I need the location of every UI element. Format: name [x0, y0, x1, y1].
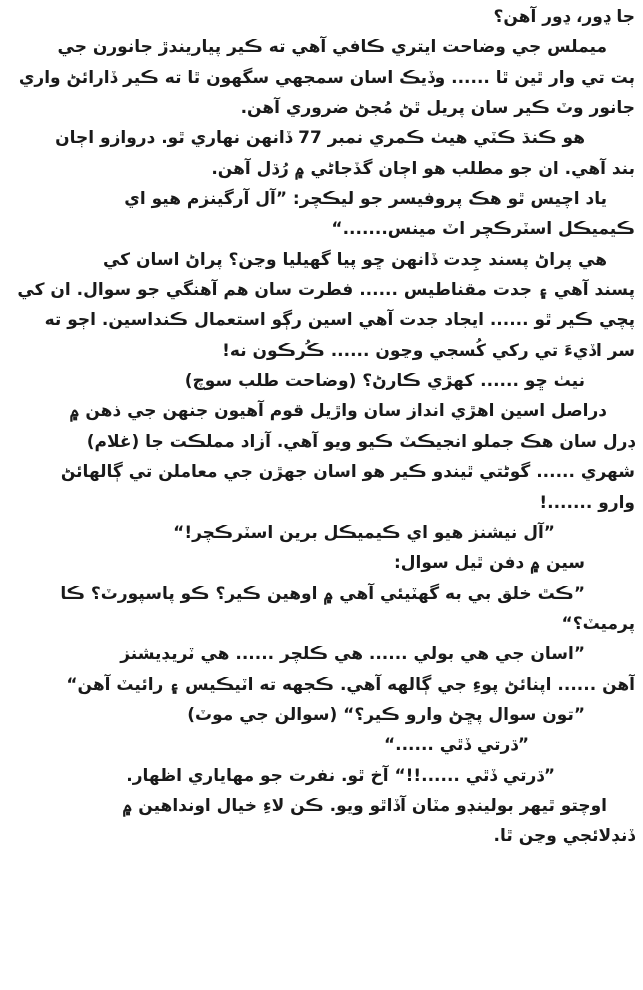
- text-line: ”ڌرتي ڏٿي ......“: [383, 735, 529, 756]
- text-line: ڊرل سان هڪ جملو انجيڪٽ ڪيو ويو آهي. آزاد مملڪت جا (غلام): [86, 431, 635, 452]
- text-line: ”تون سوال پڇڻ وارو ڪير؟“ (سوالن جي موٽ): [187, 704, 585, 725]
- text-line: ”ڌرتي ڏٿي ......!!“ آخ ٿو. نفرت جو مهاياري اظهار.: [126, 765, 555, 786]
- text-line: ٻت تي وار ٿين ٿا ...... وڏيڪ اسان سمجهي سگهون ٿا ته ڪير ڏارائڻ واري: [18, 67, 635, 88]
- text-line: ”ڪٿ خلق بي به گهٽيئي آهي ۾ اوهين ڪير؟ ڪو پاسپورٽ؟ ڪا: [60, 583, 585, 604]
- text-line: ياد اچيس ٿو هڪ پروفيسر جو ليڪچر: ”آل آرگينزم هيو اي: [124, 189, 607, 210]
- text-line: ميملس جي وضاحت ايتري ڪافي آهي ته ڪير پياريندڙ جانورن جي: [57, 37, 607, 58]
- text-line: وارو .......!: [539, 492, 635, 513]
- text-line: جا ڍور، ڍور آهن؟: [493, 7, 635, 27]
- text-line: جانور وٽ ڪير سان پريل ٿڻ مُجڻ ضروري آهن.: [240, 98, 635, 119]
- text-line: شهري ...... گوڻتي ٿيندو ڪير هو اسان جهڙن جي معاملن تي ڳالهائڻ: [60, 462, 635, 483]
- text-line: سر اڏيءَ تي رکي کُسجي وڃون ...... ڪُرڪون نه!: [222, 340, 635, 361]
- text-line: ڏنڊلائجي وڃن ٿا.: [493, 826, 635, 847]
- text-line: ”اسان جي هي بولي ...... هي ڪلچر ...... هي ٽريڊيشنز: [120, 644, 585, 665]
- text-line: هي پراڻ پسند جِدت ڏانهن ڇو پيا گهيليا وڃن؟ پراڻ اسان کي: [102, 249, 607, 270]
- text-line: پرميٽ؟“: [561, 613, 635, 634]
- text-line: دراصل اسين اهڙي انداز سان واڙيل قوم آهيون جنهن جي ذهن ۾: [69, 401, 607, 422]
- text-line: پسند آهي ۽ جدت مقناطيس ...... فطرت سان هم آهنگي جو سوال. ان کي: [17, 280, 635, 301]
- text-line: نيٺ ڇو ...... کهڙي ڪارڻ؟ (وضاحت طلب سوچ): [184, 371, 585, 392]
- text-line: بند آهي. ان جو مطلب هو اڄان گڏجاڻي ۾ رُڌل آهن.: [211, 158, 635, 179]
- text-line: پچي ڪير ٿو ...... ايجاد جدت آهي اسين رڳو استعمال ڪنداسين. اڄو ته: [44, 310, 635, 331]
- text-line: ”آل نيشنز هيو اي ڪيميڪل برين اسٽرڪچر!“: [173, 522, 555, 543]
- text-line: هو ڪنڌ ڪٽي هيٺ ڪمري نمبر 77 ڏانهن نهاري ٿو. دروازو اڄان: [55, 128, 585, 149]
- text-line: اوچتو ٿيهر بولينڊو مٽان آڏاٿو ويو. ڪن لاءِ خيال اونداهين ۾: [122, 795, 607, 816]
- text-line: سين ۾ دفن ٿيل سوال:: [394, 553, 585, 574]
- text-line: آهن ...... اپنائڻ پوءِ جي ڳالهه آهي. ڪجهه ته اٽيڪيس ۽ رائيٽ آهن“: [66, 674, 635, 695]
- text-line: ڪيميڪل اسٽرڪچر اٽ مينس.......“: [331, 219, 635, 240]
